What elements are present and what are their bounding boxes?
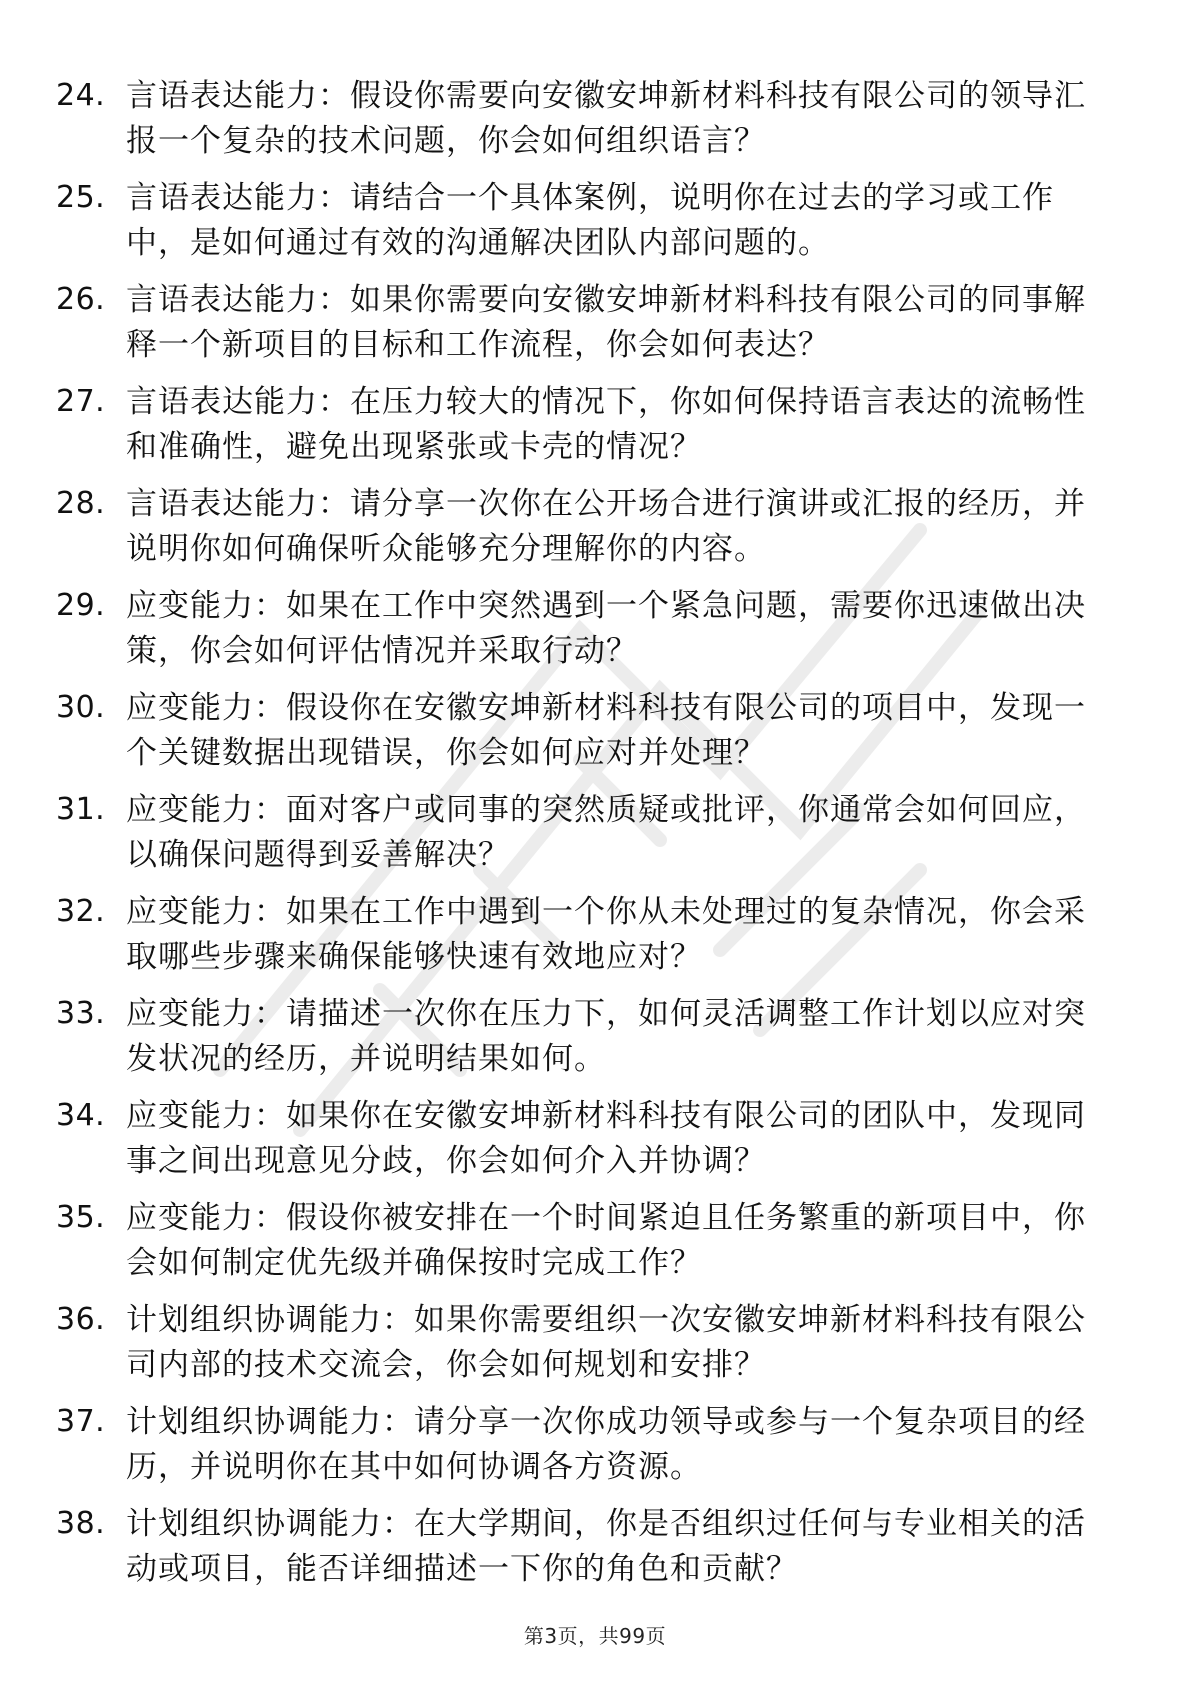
- question-item: [0, 176, 1190, 278]
- question-item: [0, 686, 1190, 788]
- question-text: 言语表达能力：请分享一次你在公开场合进行演讲或汇报的经历，并说明你如何确保听众能够充分理解你的内容。: [126, 486, 1086, 567]
- question-item: [0, 1196, 1190, 1298]
- question-item: [0, 890, 1190, 992]
- page-footer: 第3页，共99页: [523, 1624, 667, 1648]
- question-item: [0, 380, 1190, 482]
- question-text: 应变能力：请描述一次你在压力下，如何灵活调整工作计划以应对突发状况的经历，并说明结果如何。: [126, 996, 1086, 1077]
- question-item: [0, 788, 1190, 890]
- question-number: 24.: [56, 78, 106, 113]
- question-number: 25.: [56, 180, 106, 215]
- question-number: 31.: [56, 792, 106, 827]
- question-number: 36.: [56, 1302, 106, 1337]
- question-number: 29.: [56, 588, 106, 623]
- question-number: 30.: [56, 690, 106, 725]
- question-item: [0, 278, 1190, 380]
- question-item: [0, 1502, 1190, 1604]
- question-number: 32.: [56, 894, 106, 929]
- question-text: 应变能力：假设你在安徽安坤新材料科技有限公司的项目中，发现一个关键数据出现错误，你会如何应对并处理？: [126, 690, 1086, 771]
- question-text: 计划组织协调能力：如果你需要组织一次安徽安坤新材料科技有限公司内部的技术交流会，你会如何规划和安排？: [126, 1302, 1086, 1383]
- question-item: [0, 1094, 1190, 1196]
- question-text: 言语表达能力：如果你需要向安徽安坤新材料科技有限公司的同事解释一个新项目的目标和工作流程，你会如何表达？: [126, 282, 1086, 363]
- question-item: [0, 992, 1190, 1094]
- question-list: [0, 74, 1190, 1604]
- question-text: 计划组织协调能力：请分享一次你成功领导或参与一个复杂项目的经历，并说明你在其中如何协调各方资源。: [126, 1404, 1086, 1485]
- question-item: [0, 1298, 1190, 1400]
- question-text: 应变能力：面对客户或同事的突然质疑或批评，你通常会如何回应，以确保问题得到妥善解决？: [126, 792, 1086, 873]
- question-number: 38.: [56, 1506, 106, 1541]
- question-text: 言语表达能力：请结合一个具体案例，说明你在过去的学习或工作中，是如何通过有效的沟通解决团队内部问题的。: [126, 180, 1054, 261]
- question-number: 35.: [56, 1200, 106, 1235]
- question-number: 27.: [56, 384, 106, 419]
- question-text: 应变能力：如果在工作中突然遇到一个紧急问题，需要你迅速做出决策，你会如何评估情况并采取行动？: [126, 588, 1086, 669]
- question-item: [0, 584, 1190, 686]
- question-text: 应变能力：如果你在安徽安坤新材料科技有限公司的团队中，发现同事之间出现意见分歧，你会如何介入并协调？: [126, 1098, 1086, 1179]
- question-item: [0, 482, 1190, 584]
- question-number: 37.: [56, 1404, 106, 1439]
- question-number: 34.: [56, 1098, 106, 1133]
- question-item: [0, 74, 1190, 176]
- question-number: 33.: [56, 996, 106, 1031]
- question-item: [0, 1400, 1190, 1502]
- question-text: 计划组织协调能力：在大学期间，你是否组织过任何与专业相关的活动或项目，能否详细描述一下你的角色和贡献？: [126, 1506, 1086, 1587]
- question-text: 应变能力：如果在工作中遇到一个你从未处理过的复杂情况，你会采取哪些步骤来确保能够快速有效地应对？: [126, 894, 1086, 975]
- question-number: 26.: [56, 282, 106, 317]
- question-text: 言语表达能力：在压力较大的情况下，你如何保持语言表达的流畅性和准确性，避免出现紧张或卡壳的情况？: [126, 384, 1086, 465]
- question-text: 言语表达能力：假设你需要向安徽安坤新材料科技有限公司的领导汇报一个复杂的技术问题，你会如何组织语言？: [126, 78, 1086, 159]
- question-number: 28.: [56, 486, 106, 521]
- question-text: 应变能力：假设你被安排在一个时间紧迫且任务繁重的新项目中，你会如何制定优先级并确保按时完成工作？: [126, 1200, 1086, 1281]
